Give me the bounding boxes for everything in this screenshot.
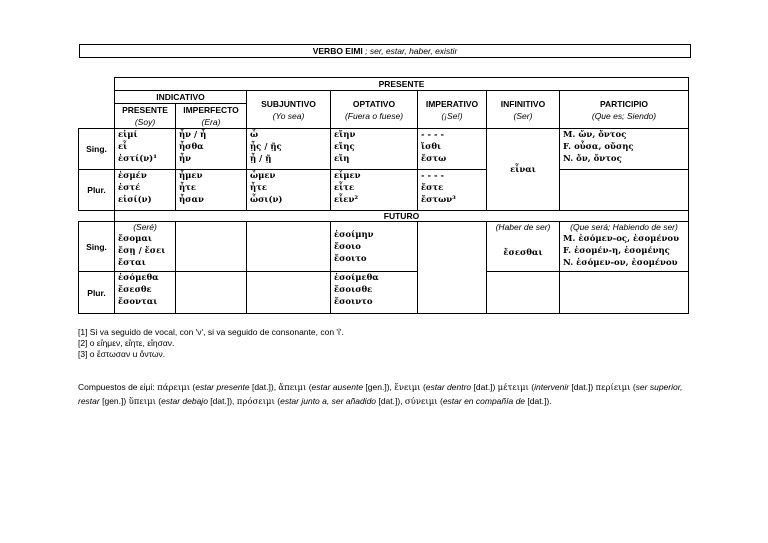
presente-meaning: (Soy)	[134, 117, 156, 127]
compound-case: dat.	[212, 396, 227, 406]
form: ἦσθα	[179, 142, 204, 152]
form: ἦτε	[250, 183, 268, 193]
futuro-plur-participio-empty	[560, 272, 689, 314]
compound-meaning: estar junto a, ser añadido	[280, 396, 377, 406]
futuro-row-label-sing: Sing.	[79, 222, 115, 272]
optativo-meaning: (Fuera o fuese)	[344, 110, 404, 121]
futuro-imperativo-empty	[418, 222, 487, 314]
imperativo-meaning: (¡Se!)	[441, 110, 463, 121]
futuro-sing-optativo	[331, 222, 418, 272]
form: ὦμεν	[250, 171, 276, 181]
optativo-header	[331, 91, 418, 129]
form: εἴη	[334, 154, 350, 164]
futuro-infinitivo-form: ἔσεσθαι	[503, 248, 543, 258]
row-label-plur: Plur.	[79, 170, 115, 211]
present-sing-participio	[560, 129, 689, 170]
present-sing-imperativo	[418, 129, 487, 170]
footnotes	[78, 327, 344, 360]
form: ἐσόμεθα	[118, 273, 159, 283]
present-plur-participio-empty	[560, 170, 689, 211]
form: ἐστί(ν)¹	[118, 154, 157, 164]
page-title	[79, 44, 691, 58]
subjuntivo-label: SUBJUNTIVO	[261, 98, 316, 109]
form: ἔσται	[118, 258, 146, 268]
indicativo-header: INDICATIVO	[115, 91, 247, 104]
futuro-infinitivo-meaning: (Haber de ser)	[495, 222, 551, 232]
compound-verb: ἔνειμι	[394, 383, 421, 393]
present-plur-subjuntivo	[247, 170, 331, 211]
present-plur-imperativo	[418, 170, 487, 211]
optativo-label: OPTATIVO	[352, 98, 396, 109]
compound-case: dat.	[380, 396, 395, 406]
form: N. ἐσόμεν-ον, ἐσομένου	[563, 258, 678, 268]
footnote-3: [3] o ἔστωσαν u ὄντων.	[78, 349, 166, 359]
form: εἴην	[334, 130, 356, 140]
compound-case: dat.	[254, 382, 269, 392]
form: ἔσοιτο	[334, 253, 367, 264]
form: ἦμεν	[179, 171, 203, 181]
present-sing-optativo	[331, 129, 418, 170]
form: ἦσαν	[179, 195, 204, 205]
compound-meaning: ser superior, restar	[78, 382, 683, 406]
futuro-plur-subjuntivo-empty	[247, 272, 331, 314]
present-sing-presente	[115, 129, 176, 170]
form: ἔσεσθε	[118, 285, 152, 295]
form: ᾖ / ῇ	[250, 154, 272, 164]
compound-verb: ἄπειμι	[278, 383, 307, 393]
presente-label: PRESENTE	[122, 105, 168, 115]
imperfecto-meaning: (Era)	[201, 117, 221, 127]
presente-col-header	[115, 104, 176, 129]
present-plur-imperfecto	[176, 170, 247, 211]
form: M. ἐσόμεν-ος, ἐσομένου	[563, 234, 679, 244]
compound-case: gen.	[104, 396, 122, 406]
compound-meaning: intervenir	[534, 382, 570, 392]
futuro-plur-imperfecto-empty	[176, 272, 247, 314]
form: M. ὤν, ὄντος	[563, 130, 627, 140]
participio-label: PARTICIPIO	[599, 98, 648, 109]
compound-meaning: estar en compañía de	[442, 396, 526, 406]
participio-header	[560, 91, 689, 129]
form: ἔσῃ / ἔσει	[118, 246, 166, 256]
futuro-sing-imperfecto-empty	[176, 222, 247, 272]
compound-case: gen.	[367, 382, 385, 392]
form: ἦτε	[179, 183, 197, 193]
form: ἐσοίμην	[334, 229, 374, 240]
form: ἴσθι	[421, 142, 442, 152]
form: - - - -	[421, 130, 444, 140]
form: εἶμεν	[334, 171, 361, 181]
infinitivo-label: INFINITIVO	[500, 98, 546, 109]
present-sing-imperfecto	[176, 129, 247, 170]
form: εἴης	[334, 142, 355, 152]
compound-meaning: estar debajo	[161, 396, 208, 406]
futuro-plur-presente	[115, 272, 176, 314]
participio-meaning: (Que es; Siendo)	[591, 110, 657, 121]
form: ἔσοιντο	[334, 297, 373, 307]
form: ἐστέ	[118, 183, 141, 193]
form: ἦν	[179, 154, 192, 164]
subjuntivo-header	[247, 91, 331, 129]
compound-verb: σύνειμι	[404, 397, 438, 407]
imperativo-label: IMPERATIVO	[425, 98, 479, 109]
present-infinitivo: εἶναι	[487, 129, 560, 211]
form: ἔστε	[421, 183, 444, 193]
row-label-sing: Sing.	[79, 129, 115, 170]
form: ἔστω	[421, 154, 447, 164]
form: F. ἐσομέν-η, ἐσομένης	[563, 246, 670, 256]
form: ᾖς / ῇς	[250, 142, 282, 152]
form: εἰσί(ν)	[118, 195, 152, 205]
infinitivo-meaning: (Ser)	[513, 110, 533, 121]
form: ἔσοιο	[334, 241, 361, 252]
compound-meaning: estar dentro	[425, 382, 472, 392]
title-meaning: ; ser, estar, haber, existir	[362, 46, 458, 56]
footnote-1: [1] Si va seguido de vocal, con 'ν', si va seguido de consonante, con 'ἰ'.	[78, 327, 344, 337]
futuro-sing-presente	[115, 222, 176, 272]
subjuntivo-meaning: (Yo sea)	[272, 110, 305, 121]
footnote-2: [2] o εἴημεν, εἴητε, εἴησαν.	[78, 338, 175, 348]
futuro-plur-infinitivo-empty	[487, 272, 560, 314]
form: N. ὄν, ὄντος	[563, 154, 622, 164]
compuestos-paragraph: Compuestos de εἰμί: πάρειμι (estar presente [dat.]), ἄπειμι (estar ausente [gen.]), ἔνειμι (estar dentro [dat.]) μέτειμι (intervenir [dat.]) περίειμι (ser superior, restar [gen.]) ὕπειμι (estar debajo [dat.]), πρόσειμι (estar junto a, ser añadido [dat.]), σύνειμι (estar en compañía de [dat.]).	[78, 382, 683, 407]
form: ἔσονται	[118, 297, 158, 307]
compound-case: dat.	[529, 396, 544, 406]
futuro-infinitivo	[487, 222, 560, 272]
form: ἐσμέν	[118, 171, 147, 181]
present-plur-presente	[115, 170, 176, 211]
form: ἔσομαι	[118, 234, 152, 244]
form: ἐσοίμεθα	[334, 273, 379, 283]
form: ἔσοισθε	[334, 285, 373, 295]
conjugation-table	[78, 77, 689, 314]
compound-verb: περίειμι	[595, 383, 631, 393]
form: εἶεν²	[334, 195, 359, 205]
form: εἶτε	[334, 183, 355, 193]
futuro-plur-optativo	[331, 272, 418, 314]
futuro-sing-subjuntivo-empty	[247, 222, 331, 272]
futuro-header: FUTURO	[115, 211, 689, 222]
compound-verb: μέτειμι	[497, 383, 529, 393]
form: - - - -	[421, 171, 444, 181]
futuro-meaning: (Seré)	[133, 222, 157, 232]
futuro-row-label-plur: Plur.	[79, 272, 115, 314]
compound-meaning: estar presente	[195, 382, 250, 392]
compound-meaning: estar ausente	[311, 382, 364, 392]
compound-verb: πάρειμι	[157, 383, 191, 393]
form: ἦν / ἦ	[179, 130, 207, 140]
compound-verb: πρόσειμι	[236, 397, 275, 407]
imperfecto-col-header	[176, 104, 247, 129]
form: εἶ	[118, 142, 128, 152]
compound-case: dat.	[475, 382, 491, 392]
form: F. οὖσα, οὔσης	[563, 142, 634, 152]
title-verb: VERBO EIMI	[312, 46, 363, 56]
form: ὦσι(ν)	[250, 195, 283, 205]
form: εἰμί	[118, 130, 138, 140]
presente-header: PRESENTE	[115, 78, 689, 91]
present-sing-subjuntivo	[247, 129, 331, 170]
futuro-participio-meaning: (Que será; Habiendo de ser)	[570, 222, 678, 232]
futuro-participio	[560, 222, 689, 272]
imperativo-header	[418, 91, 487, 129]
infinitivo-header	[487, 91, 560, 129]
present-plur-optativo	[331, 170, 418, 211]
compuestos-label: Compuestos de εἰμί:	[78, 382, 155, 392]
compound-verb: ὕπειμι	[128, 397, 156, 407]
imperfecto-label: IMPERFECTO	[183, 105, 239, 115]
compound-case: dat.	[573, 382, 588, 392]
form: ἔστων³	[421, 195, 456, 205]
form: ὦ	[250, 130, 259, 140]
